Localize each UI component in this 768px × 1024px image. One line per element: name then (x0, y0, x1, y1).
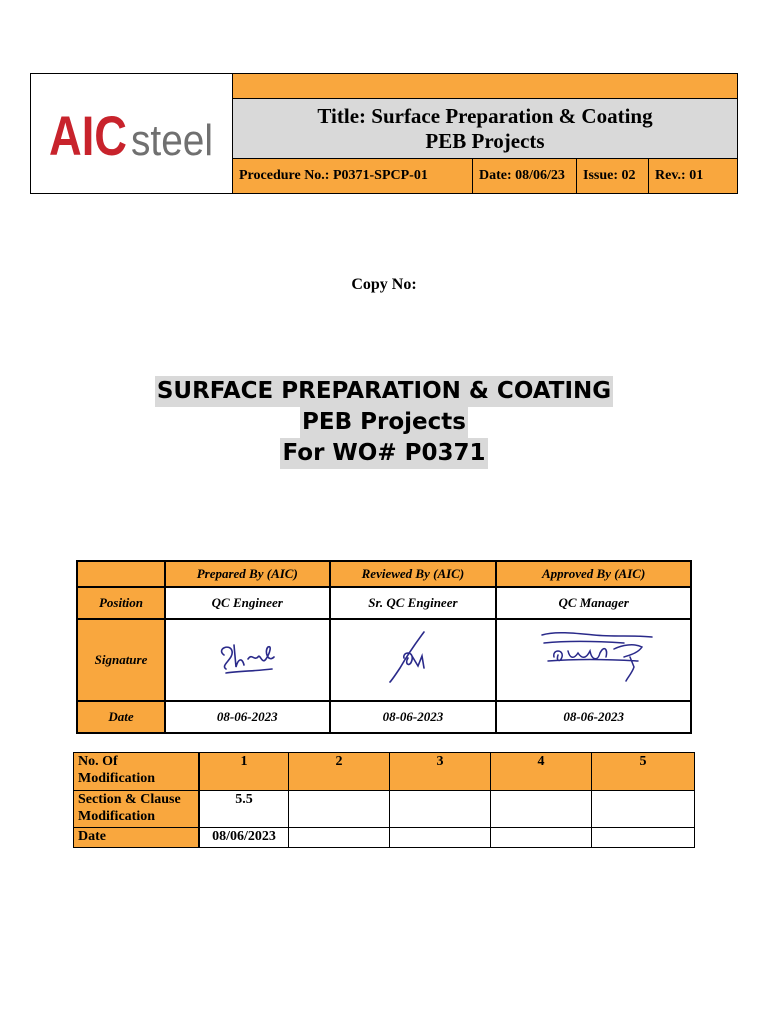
modification-date-row (74, 827, 695, 847)
approval-header-row (77, 561, 691, 587)
modification-number-3: 3 (390, 753, 491, 791)
header-orange-strip (233, 74, 737, 99)
section-clause-label: Section & Clause Modification (74, 791, 200, 827)
reviewed-signature-scribble (378, 628, 448, 688)
modification-table (73, 752, 695, 848)
document-header (30, 73, 738, 194)
header-title-line1: Title: Surface Preparation & Coating (317, 103, 653, 128)
approved-position: QC Manager (496, 587, 691, 619)
approval-corner-cell (77, 561, 165, 587)
section-clause-1: 5.5 (199, 791, 289, 827)
section-clause-4 (491, 791, 592, 827)
section-clause-5 (592, 791, 695, 827)
prepared-position: QC Engineer (165, 587, 330, 619)
approved-date: 08-06-2023 (496, 701, 691, 733)
approval-date-row (77, 701, 691, 733)
modification-date-1: 08/06/2023 (199, 827, 289, 847)
modification-number-5: 5 (592, 753, 695, 791)
reviewed-by-header: Reviewed By (AIC) (330, 561, 497, 587)
modification-number-2: 2 (289, 753, 390, 791)
modification-count-label: No. Of Modification (74, 753, 200, 791)
main-title-line3: For WO# P0371 (280, 438, 487, 469)
modification-date-5 (592, 827, 695, 847)
modification-section-row (74, 791, 695, 827)
date-label: Date (77, 701, 165, 733)
logo-brand-gray: steel (130, 115, 213, 165)
section-clause-3 (390, 791, 491, 827)
position-label: Position (77, 587, 165, 619)
main-title-line2: PEB Projects (300, 407, 468, 438)
modification-number-row (74, 753, 695, 791)
procedure-date: Date: 08/06/23 (473, 159, 577, 193)
modification-date-4 (491, 827, 592, 847)
approval-position-row (77, 587, 691, 619)
approved-by-header: Approved By (AIC) (496, 561, 691, 587)
header-title-line2: PEB Projects (425, 128, 545, 153)
header-procedure-row (233, 159, 737, 193)
modification-number-1: 1 (199, 753, 289, 791)
modification-date-label: Date (74, 827, 200, 847)
approval-table (76, 560, 692, 734)
main-title (0, 376, 768, 469)
procedure-revision: Rev.: 01 (655, 168, 704, 183)
prepared-signature (165, 619, 330, 701)
procedure-issue: Issue: 02 (577, 159, 649, 193)
procedure-number: Procedure No.: P0371-SPCP-01 (233, 159, 473, 193)
section-clause-2 (289, 791, 390, 827)
logo-brand-red: AIC (48, 103, 127, 165)
modification-date-3 (390, 827, 491, 847)
reviewed-signature (330, 619, 497, 701)
aic-steel-logo (47, 103, 217, 165)
company-logo (31, 74, 233, 193)
header-info (233, 74, 737, 193)
header-title (233, 99, 737, 159)
prepared-by-header: Prepared By (AIC) (165, 561, 330, 587)
prepared-signature-scribble (212, 635, 282, 681)
approved-signature-scribble (534, 627, 654, 689)
reviewed-position: Sr. QC Engineer (330, 587, 497, 619)
signature-label: Signature (77, 619, 165, 701)
modification-date-2 (289, 827, 390, 847)
main-title-line1: SURFACE PREPARATION & COATING (155, 376, 613, 407)
prepared-date: 08-06-2023 (165, 701, 330, 733)
copy-number: Copy No: (351, 276, 417, 293)
modification-number-4: 4 (491, 753, 592, 791)
approval-signature-row (77, 619, 691, 701)
reviewed-date: 08-06-2023 (330, 701, 497, 733)
approved-signature (496, 619, 691, 701)
